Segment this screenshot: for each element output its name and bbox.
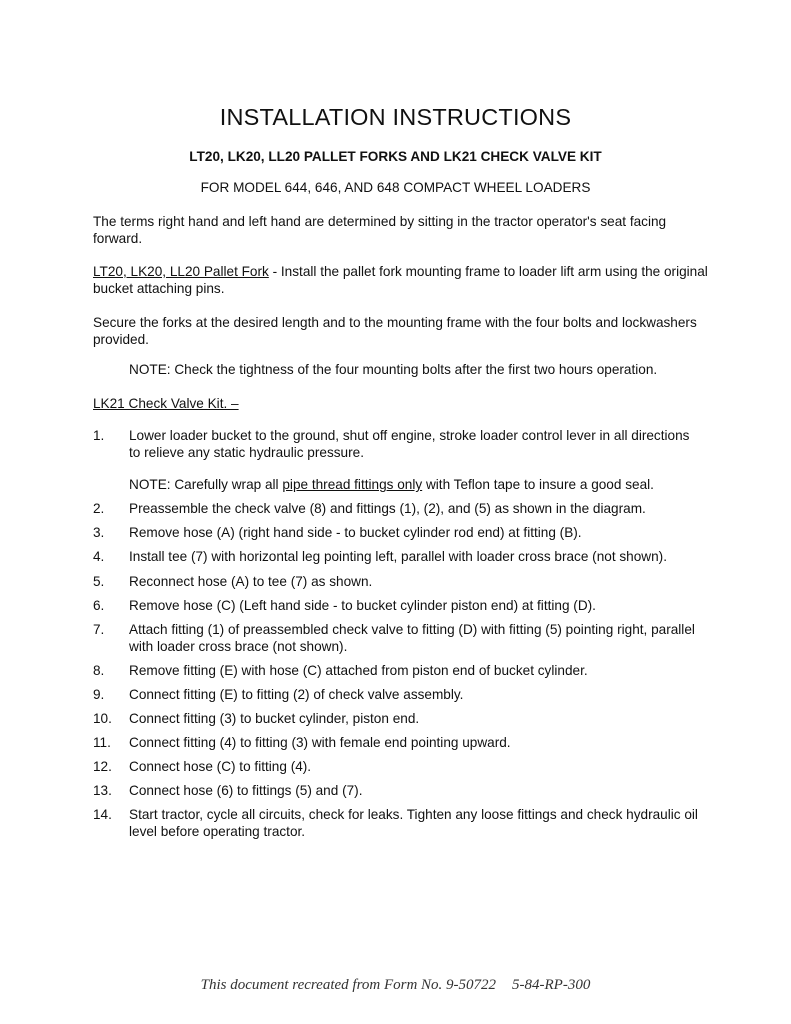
document-model-line: FOR MODEL 644, 646, AND 648 COMPACT WHEEL LOADERS [200,180,591,195]
step-text: Reconnect hose (A) to tee (7) as shown. [129,574,373,589]
step-number: 13. [93,783,112,798]
step-text: Connect hose (6) to fittings (5) and (7). [129,783,363,798]
check-valve-heading: LK21 Check Valve Kit. – [93,396,239,411]
step-text: Start tractor, cycle all circuits, check for leaks. Tighten any loose fittings and check hydraulic oil level before operating tractor. [129,807,698,839]
document-subtitle: LT20, LK20, LL20 PALLET FORKS AND LK21 CHECK VALVE KIT [189,149,602,164]
step-text: Connect fitting (E) to fitting (2) of check valve assembly. [129,687,464,702]
step-number: 9. [93,687,105,702]
step-number: 10. [93,711,112,726]
step-text: Remove hose (C) (Left hand side - to bucket cylinder piston end) at fitting (D). [129,598,596,613]
step-number: 11. [93,735,111,750]
step-number: 2. [93,501,105,516]
step-number: 1. [93,428,105,443]
step-text: Remove fitting (E) with hose (C) attached from piston end of bucket cylinder. [129,663,588,678]
pallet-fork-text: - Install the pallet fork mounting frame to loader lift arm using the original bucket attaching pins. [93,264,708,296]
pallet-fork-paragraph [93,263,713,297]
secure-paragraph: Secure the forks at the desired length and to the mounting frame with the four bolts and lockwashers provided. [93,315,697,347]
step-number: 7. [93,622,105,637]
step-text: Attach fitting (1) of preassembled check valve to fitting (D) with fitting (5) pointing right, parallel with loader cross brace (not shown). [129,622,695,654]
step-number: 5. [93,574,105,589]
step-text: Preassemble the check valve (8) and fittings (1), (2), and (5) as shown in the diagram. [129,501,646,516]
step-number: 8. [93,663,105,678]
pallet-fork-heading: LT20, LK20, LL20 Pallet Fork [93,264,269,279]
step-text: Remove hose (A) (right hand side - to bucket cylinder rod end) at fitting (B). [129,525,582,540]
step-text: Lower loader bucket to the ground, shut off engine, stroke loader control lever in all directions to relieve any static hydraulic pressure. [129,428,690,460]
step-number: 3. [93,525,105,540]
document-title: INSTALLATION INSTRUCTIONS [219,104,572,130]
footer-text: This document recreated from Form No. 9-50722 [200,977,497,993]
step-number: 12. [93,759,112,774]
teflon-note-underlined: pipe thread fittings only [282,477,423,492]
teflon-note [129,476,709,493]
footer-code: 5-84-RP-300 [512,977,591,993]
step-text: Connect hose (C) to fitting (4). [129,759,312,774]
step-number: 6. [93,598,105,613]
step-number: 4. [93,549,105,564]
step-text: Install tee (7) with horizontal leg pointing left, parallel with loader cross brace (not shown). [129,549,667,564]
mounting-bolts-note: NOTE: Check the tightness of the four mounting bolts after the first two hours operation. [129,362,658,377]
teflon-note-pre: NOTE: Carefully wrap all [129,477,283,492]
step-number: 14. [93,807,112,822]
teflon-note-post: with Teflon tape to insure a good seal. [422,477,654,492]
intro-paragraph: The terms right hand and left hand are determined by sitting in the tractor operator's seat facing forward. [93,214,667,246]
step-text: Connect fitting (3) to bucket cylinder, piston end. [129,711,420,726]
step-text: Connect fitting (4) to fitting (3) with female end pointing upward. [129,735,511,750]
document-footer [0,977,791,994]
